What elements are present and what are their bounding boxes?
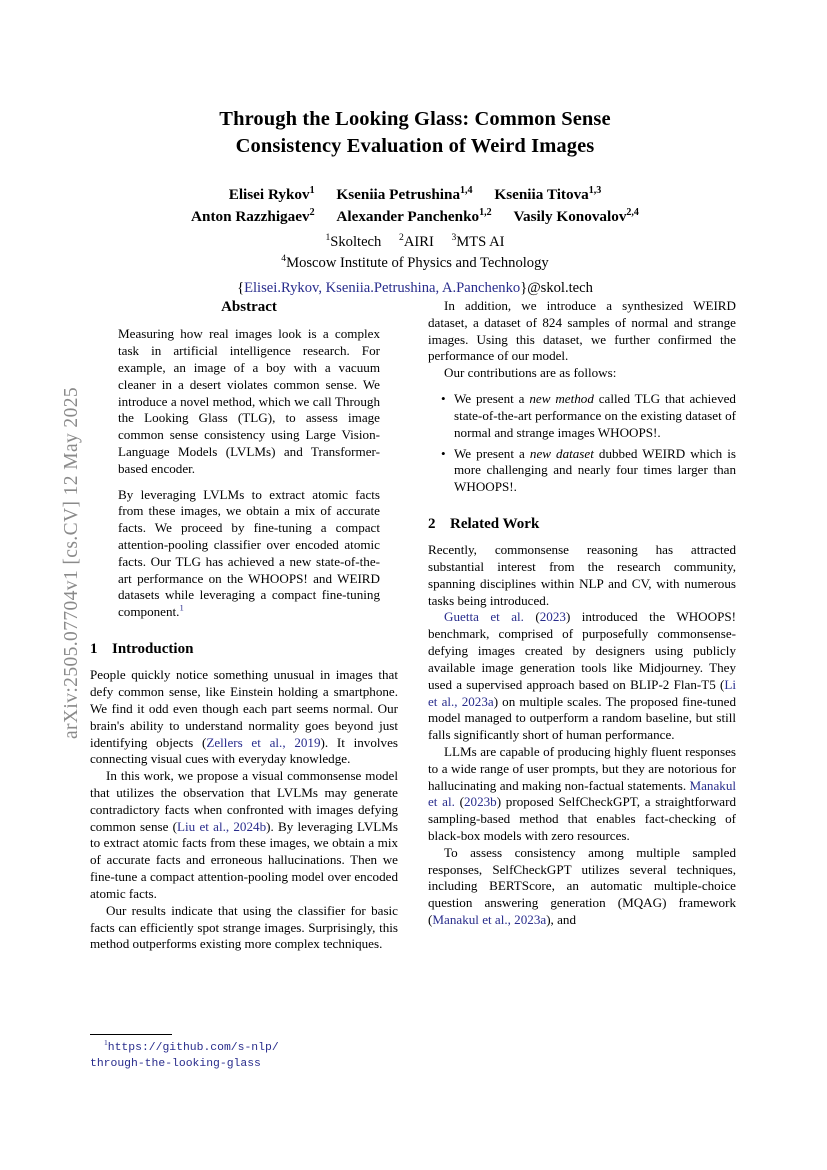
citation-link[interactable]: Guetta et al. <box>444 609 524 625</box>
footnote-url-line-2: through-the-looking-glass <box>90 1057 261 1070</box>
list-item <box>454 391 736 441</box>
citation-link[interactable]: Manakul et al., 2023a <box>432 912 547 928</box>
affiliation-marker: 4 <box>281 253 287 265</box>
abstract-section <box>118 298 380 621</box>
contact-emails <box>90 278 740 299</box>
affiliation-marker: 2 <box>399 232 404 244</box>
author-affil-marker: 2,4 <box>626 207 639 219</box>
author <box>191 208 315 225</box>
author-affil-marker: 1,4 <box>460 185 473 197</box>
author-affil-marker: 2 <box>309 207 315 219</box>
author <box>494 186 601 203</box>
author-name: Elisei Rykov <box>228 186 310 204</box>
footnote-block <box>90 1034 398 1072</box>
abstract-paragraph-2-text: By leveraging LVLMs to extract atomic facts from these images, we obtain a mix of accurate facts. We proceed by fine-tuning a compact attention-pooling classifier over encoded atomic facts. Our TLG has achieved a new state-of-the-art performance on the WHOOPS! and WEIRD datasets while leveraging a compact fine-tuning component. <box>118 486 380 620</box>
affiliation <box>399 234 434 250</box>
page-title <box>90 106 740 160</box>
related-work-paragraph-3: LLMs are capable of producing highly fluent responses to a wide range of user prompts, but they are notorious for hallucinating and making non-factual statements. Manakul et al. (2023b) proposed SelfCheckGPT, a straightforward sampling-based method that enables fact-checking of black-box models with zero resources. <box>428 743 737 844</box>
author-row-1 <box>90 184 740 206</box>
list-item <box>454 446 736 496</box>
intro-p2-text-b: ). By leveraging LVLMs to extract atomic facts from these images, we obtain a mix of accurate facts and erroneous hallucinations. Then we fine-tune a compact attention-pooling model over encoded atomic facts. <box>90 818 399 901</box>
rw-p4-text-b: ), and <box>546 912 577 928</box>
section-number: 1 <box>90 641 98 658</box>
author-name: Alexander Panchenko <box>336 208 480 226</box>
abstract-paragraph-1: Measuring how real images look is a complex task in artificial intelligence research. For example, an image of a boy with a vacuum cleaner in a desert violates common sense. We introduce a novel method, which we call Through the Looking Glass (TLG), to assess image common sense consistency using Large Vision-Language Models (LVLMs) and Transformer-based encoder. <box>118 326 380 476</box>
footnote-marker: 1 <box>104 1038 108 1048</box>
intro-paragraph-2 <box>90 768 398 903</box>
section-heading-related-work <box>428 515 736 534</box>
related-work-paragraph-2 <box>428 609 736 744</box>
intro-paragraph-1 <box>90 667 398 768</box>
section-title: Related Work <box>450 515 540 532</box>
bullet-text-pre: We present a <box>454 445 530 461</box>
affiliation <box>451 234 504 250</box>
affiliation-row-2 <box>90 253 740 274</box>
section-number: 2 <box>428 515 436 532</box>
abstract-footnote-marker[interactable]: 1 <box>179 602 184 613</box>
intro-p2-text-a: In this work, we propose a visual commonsense model that utilizes the observation that LVLMs may generate contradictory facts when confronted with images defying common sense ( <box>90 768 398 834</box>
author-row-2 <box>90 206 740 228</box>
section-title: Introduction <box>112 641 194 658</box>
author-affil-marker: 1,2 <box>479 207 492 219</box>
author-name: Anton Razzhigaev <box>191 208 310 226</box>
author-name: Kseniia Titova <box>494 186 589 204</box>
email-domain: }@skol.tech <box>520 279 593 296</box>
contributions-list <box>428 391 736 496</box>
column-right <box>428 298 736 929</box>
affiliation-marker: 3 <box>451 232 457 244</box>
rw-p2-paren-open: ( <box>523 609 540 625</box>
citation-year-link[interactable]: 2023 <box>539 609 566 625</box>
citation-link[interactable]: Zellers et al., 2019 <box>206 734 321 750</box>
author-name: Kseniia Petrushina <box>336 186 461 204</box>
author <box>229 186 315 203</box>
bullet-emphasis: new dataset <box>529 445 594 461</box>
rw-p2-text: ) introduced the WHOOPS! benchmark, comprised of purposefully commonsense-defying images created by designers using publicly available image generation tools like Midjourney. They used a supervised approach based on BLIP-2 Flan-T5 ( <box>428 609 736 692</box>
affiliation-marker: 1 <box>325 232 331 244</box>
rw-p3-text-b: proposed SelfCheckGPT, a straightforward sampling-based method that enables fact-checking of black-box models with zero resources. <box>428 794 737 844</box>
rw-p2-text-end: ) on multiple scales. The proposed fine-tuned model managed to outperform a random baseline, but still falls significantly short of human performance. <box>428 693 737 743</box>
bullet-emphasis: new method <box>529 391 594 407</box>
affiliation-name: Skoltech <box>330 234 382 251</box>
author-list <box>90 184 740 299</box>
affiliation <box>325 234 381 250</box>
paper-title-line-2: Consistency Evaluation of Weird Images <box>235 135 595 158</box>
citation-link[interactable]: Li et al., 2023a <box>428 676 736 709</box>
arxiv-stamp: arXiv:2505.07704v1 [cs.CV] 12 May 2025 <box>61 386 82 740</box>
abstract-heading: Abstract <box>221 299 277 315</box>
author-affil-marker: 1,3 <box>588 185 602 197</box>
bullet-text-post: called TLG that achieved state-of-the-art performance on the existing dataset of normal and strange images WHOOPS!. <box>454 391 736 440</box>
section-heading-introduction <box>90 640 398 659</box>
affiliation-name: MTS AI <box>456 234 505 251</box>
related-work-paragraph-4 <box>428 845 736 929</box>
author <box>336 186 472 203</box>
author-affil-marker: 1 <box>309 185 315 197</box>
affiliation-name: Moscow Institute of Physics and Technology <box>286 254 549 271</box>
footnote-url[interactable] <box>90 1038 398 1072</box>
right-intro-paragraph-1: In addition, we introduce a synthesized WEIRD dataset, a dataset of 824 samples of normal and strange images. Using this dataset, we further confirmed the performance of our model. <box>428 298 736 364</box>
related-work-paragraph-1: Recently, commonsense reasoning has attracted substantial interest from the research community, spanning disciplines within NLP and CV, with numerous tasks being introduced. <box>428 542 736 608</box>
citation-link[interactable]: Liu et al., 2024b <box>177 818 267 834</box>
column-left <box>90 298 398 953</box>
affiliation-name: AIRI <box>403 234 434 251</box>
abstract-paragraph-2 <box>118 487 380 622</box>
affiliation-list <box>90 232 740 273</box>
author <box>336 208 491 225</box>
citation-year-link[interactable]: 2023b <box>463 794 497 810</box>
email-link[interactable]: Elisei.Rykov, Kseniia.Petrushina, A.Panchenko <box>244 279 521 296</box>
right-intro-paragraph-2: Our contributions are as follows: <box>444 365 617 381</box>
intro-p1-text-b: ). It involves connecting visual cues with everyday knowledge. <box>90 734 398 767</box>
bullet-text-post: dubbed WEIRD which is more challenging and nearly four times larger than WHOOPS!. <box>454 445 736 495</box>
footnote-separator <box>90 1034 172 1035</box>
paper-title-line-1: Through the Looking Glass: Common Sense <box>219 108 611 130</box>
author-name: Vasily Konovalov <box>513 208 627 226</box>
footnote-url-line-1: https://github.com/s-nlp/ <box>107 1042 279 1054</box>
bullet-text-pre: We present a <box>454 391 530 407</box>
citation-link[interactable]: Manakul et al. <box>428 777 736 810</box>
rw-p4-text-a: To assess consistency among multiple sampled responses, SelfCheckGPT utilizes several techniques, including BERTScore, an automatic multiple-choice question answering generation (MQAG) framework ( <box>428 844 736 928</box>
rw-p3-text-a: LLMs are capable of producing highly fluent responses to a wide range of user prompts, but they are notorious for hallucinating and making non-factual statements. <box>428 743 736 793</box>
affiliation-row-1 <box>90 232 740 253</box>
email-open-brace: { <box>237 279 245 296</box>
intro-paragraph-3: Our results indicate that using the classifier for basic facts can efficiently spot strange images. Surprisingly, this method outperforms existing more complex techniques. <box>90 902 398 952</box>
title-block <box>90 106 740 299</box>
intro-p1-text-a: People quickly notice something unusual in images that defy common sense, like Einstein holding a smartphone. We find it odd even though each part seems normal. Our brain's ability to understand normality goes beyond just identifying objects ( <box>90 667 398 750</box>
author <box>513 208 638 225</box>
